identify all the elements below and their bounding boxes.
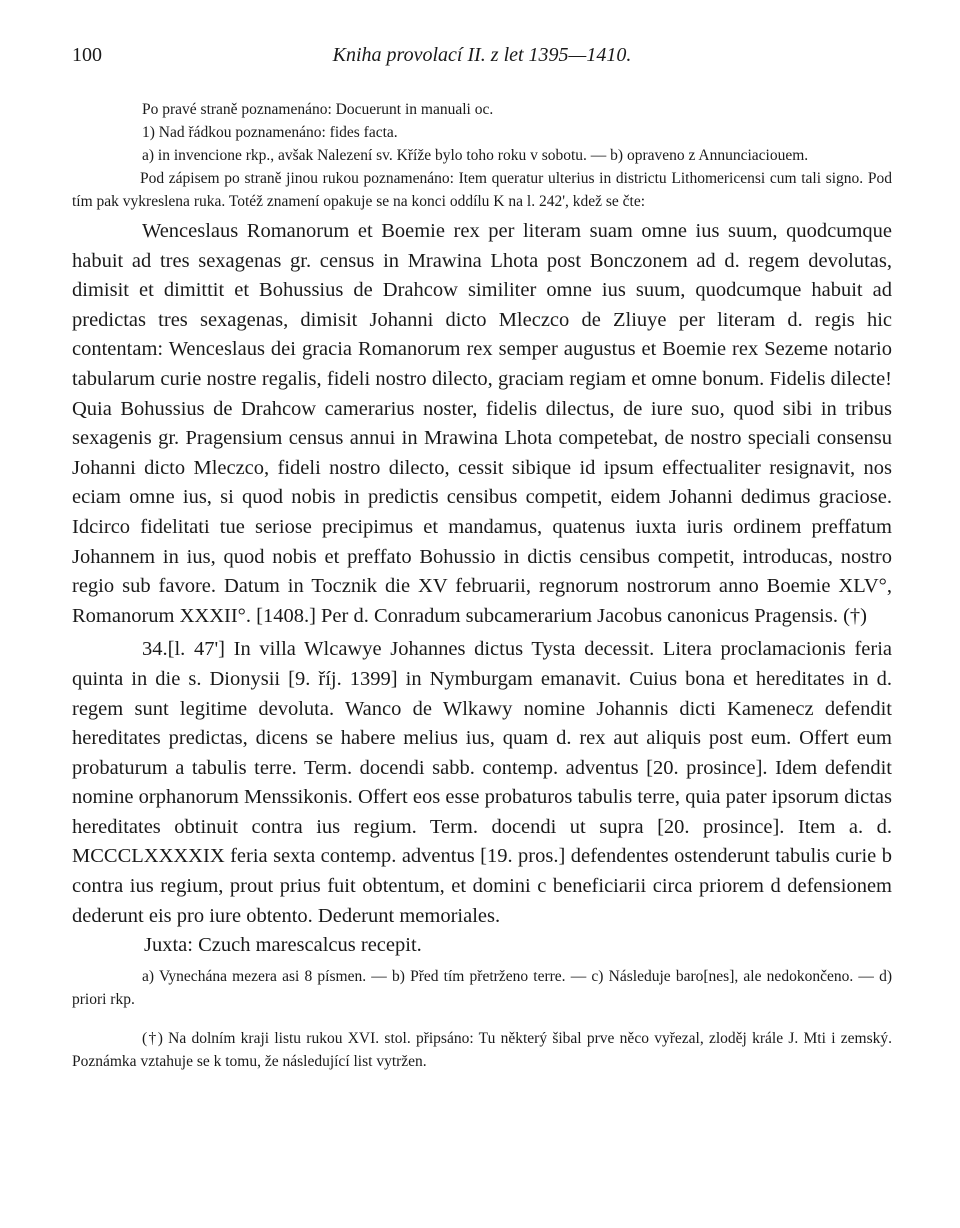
entry-paragraph-1: Wenceslaus Romanorum et Boemie rex per literam suam omne ius suum, quodcumque habuit ad tres sexagenas gr. census in Mrawina Lhota post Bonczonem ad d. regem devolutas, dimisit et dimittit et Bohussius de Drahcow similiter omne ius suum, quodcumque habuit ad predictas tres sexagenas, dimisit Johanni dicto Mleczco de Zliuye per literam d. regis hic contentam: Wenceslaus dei gracia Romanorum rex semper augustus et Boemie rex Sezeme notario tabularum curie nostre regalis, fideli nostro dilecto, graciam regiam et omne bonum. Fidelis dilecte! Quia Bohussius de Drahcow camerarius noster, fidelis dilectus, de iure suo, quod sibi in tribus sexagenis gr. Pragensium census annui in Mrawina Lhota competebat, de nostro speciali consensu Johanni dicto Mleczco, fideli nostro dilecto, cessit sibique id ipsum effectualiter resignavit, nos eciam omne ius, si quod nobis in predictis censibus competit, eidem Johanni dedimus graciose. Idcirco fidelitati tue seriose precipimus et mandamus, quatenus iuxta iuris ordinem preffatum Johannem in ius, quod nobis et preffato Bohussio in dictis censibus competit, introducas, nostro regio sub favore. Datum in Tocznik die XV februarii, regnorum nostrorum anno Boemie XLV°, Romanorum XXXII°. [1408.] Per d. Conradum subcamerarium Jacobus canonicus Pragensis. (†) (72, 220, 892, 627)
footnote: a) Vynechána mezera asi 8 písmen. — b) Před tím přetrženo terre. — c) Následuje baro[nes], ale nedokončeno. — d) priori rkp. (72, 967, 892, 1008)
running-head: Kniha provolací II. z let 1395—1410. (332, 44, 632, 66)
juxta-line: Juxta: Czuch marescalcus recepit. (144, 934, 422, 957)
annotation-above-line: 1) Nad řádkou poznamenáno: fides facta. (142, 124, 398, 141)
page-header (72, 44, 892, 78)
annotation-variant-note: a) in invencione rkp., avšak Nalezení sv. Kříže bylo toho roku v sobotu. — b) opraveno z Annunciaciouem. (142, 147, 809, 164)
dagger-note: (†) Na dolním kraji listu rukou XVI. stol. připsáno: Tu některý šibal prve něco vyřezal, zloděj krále J. Mti i zemský. Poznámka vztahuje se k tomu, že následující list vytržen. (72, 1029, 892, 1070)
document-page (72, 44, 892, 1073)
annotation-other-hand: Pod zápisem po straně jinou rukou poznamenáno: Item queratur ulterius in districtu Lithomericensi cum tali signo. Pod tím pak vykreslena ruka. Totéž znamení opakuje se na konci oddílu K na l. 242', kdež se čte: (72, 170, 892, 210)
annotation-right-margin: Po pravé straně poznamenáno: Docuerunt in manuali oc. (142, 101, 494, 118)
entry-paragraph-2: 34.[l. 47'] In villa Wlcawye Johannes dictus Tysta decessit. Litera proclamacionis feria quinta in die s. Dionysii [9. říj. 1399] in Nymburgam emanavit. Cuius bona et hereditates in d. regem sunt legitime devoluta. Wanco de Wlkawy nomine Johannis dicti Kamenecz defendit hereditates predictas, dicens se habere melius ius, quam d. rex aut aliquis post eum. Offert eum probaturum a tabulis terre. Term. docendi sabb. contemp. adventus [20. prosince]. Idem defendit nomine orphanorum Menssikonis. Offert eos esse probaturos tabulis terre, quia pater ipsorum dictas hereditates obtinuit contra ius regium. Term. docendi ut supra [20. prosince]. Item a. d. MCCCLXXXXIX feria sexta contemp. adventus [19. pros.] defendentes ostenderunt tabulis curie b contra ius regium, prout prius fuit obtentum, et domini c beneficiarii circa priorem d defensionem dederunt eis pro iure obtento. Dederunt memoriales. (72, 638, 892, 927)
page-number: 100 (72, 44, 102, 66)
